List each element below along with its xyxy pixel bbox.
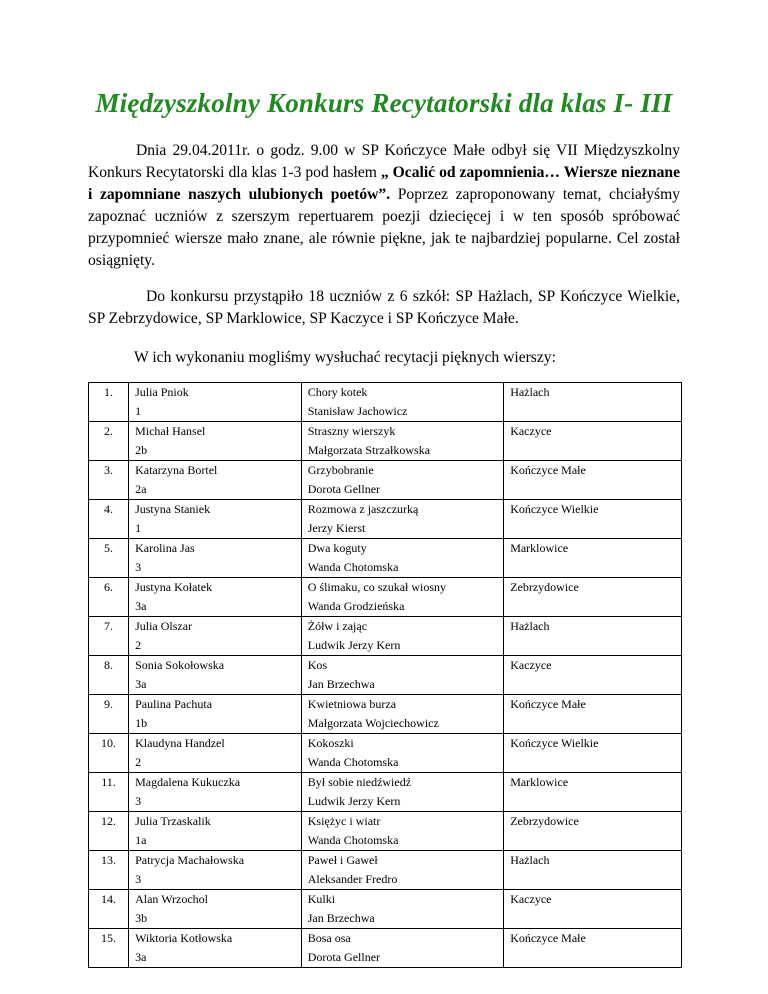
table-row	[89, 578, 682, 617]
row-number: 7.	[89, 617, 129, 656]
student-class: 3a	[135, 950, 147, 964]
table-row	[89, 383, 682, 422]
student-name: Sonia Sokołowska	[135, 658, 225, 672]
poem-title: Bosa osa	[307, 931, 351, 945]
student-class: 3	[135, 872, 142, 886]
poem-author: Małgorzata Strzałkowska	[307, 443, 431, 457]
school-name: Kończyce Małe	[504, 461, 682, 500]
school-name: Kaczyce	[504, 890, 682, 929]
poem-title: Chory kotek	[307, 385, 368, 399]
row-number: 2.	[89, 422, 129, 461]
school-name: Kończyce Małe	[504, 695, 682, 734]
participants-table-body	[89, 383, 682, 968]
student-name: Justyna Kołatek	[135, 580, 213, 594]
poem-author: Jerzy Kierst	[307, 521, 366, 535]
table-row	[89, 656, 682, 695]
table-row	[89, 461, 682, 500]
poem-cell	[301, 461, 503, 500]
student-name: Paulina Pachuta	[135, 697, 213, 711]
poem-author: Wanda Chotomska	[307, 560, 399, 574]
student-name: Katarzyna Bortel	[135, 463, 218, 477]
table-row	[89, 734, 682, 773]
table-row	[89, 500, 682, 539]
row-number: 11.	[89, 773, 129, 812]
table-row	[89, 890, 682, 929]
poem-title: Grzybobranie	[307, 463, 374, 477]
poem-title: Kulki	[307, 892, 336, 906]
student-name: Julia Trzaskalik	[135, 814, 211, 828]
poem-title: Kwietniowa burza	[307, 697, 397, 711]
student-cell	[129, 851, 302, 890]
student-class: 1	[135, 404, 142, 418]
school-name: Marklowice	[504, 539, 682, 578]
poem-title: Straszny wierszyk	[307, 424, 396, 438]
row-number: 9.	[89, 695, 129, 734]
table-row	[89, 617, 682, 656]
school-name: Zebrzydowice	[504, 812, 682, 851]
school-name: Kończyce Małe	[504, 929, 682, 968]
student-class: 3b	[135, 911, 148, 925]
poem-title: Paweł i Gaweł	[307, 853, 378, 867]
poem-cell	[301, 617, 503, 656]
student-cell	[129, 773, 302, 812]
poem-title: Kos	[307, 658, 328, 672]
student-cell	[129, 500, 302, 539]
student-cell	[129, 929, 302, 968]
student-cell	[129, 422, 302, 461]
row-number: 15.	[89, 929, 129, 968]
poem-author: Aleksander Fredro	[307, 872, 398, 886]
poem-cell	[301, 500, 503, 539]
poem-author: Ludwik Jerzy Kern	[307, 638, 401, 652]
school-name: Hażlach	[504, 617, 682, 656]
student-cell	[129, 617, 302, 656]
row-number: 10.	[89, 734, 129, 773]
row-number: 8.	[89, 656, 129, 695]
student-class: 2a	[135, 482, 147, 496]
student-name: Karolina Jas	[135, 541, 195, 555]
row-number: 12.	[89, 812, 129, 851]
school-name: Marklowice	[504, 773, 682, 812]
student-cell	[129, 695, 302, 734]
table-row	[89, 695, 682, 734]
poem-author: Małgorzata Wojciechowicz	[307, 716, 439, 730]
row-number: 3.	[89, 461, 129, 500]
school-name: Hażlach	[504, 383, 682, 422]
page-title: Międzyszkolny Konkurs Recytatorski dla klas I- III	[95, 88, 673, 118]
poem-author: Jan Brzechwa	[307, 911, 375, 925]
poem-title: Był sobie niedźwiedź	[307, 775, 412, 789]
poem-cell	[301, 422, 503, 461]
student-name: Michał Hansel	[135, 424, 206, 438]
student-class: 2	[135, 755, 142, 769]
contest-motto: „ Ocalić od zapomnienia… Wiersze nieznane i zapomniane naszych ulubionych poetów”.	[88, 164, 680, 203]
poem-title: Rozmowa z jaszczurką	[307, 502, 419, 516]
table-row	[89, 422, 682, 461]
intro-paragraph	[88, 140, 680, 272]
poem-cell	[301, 578, 503, 617]
student-class: 2	[135, 638, 142, 652]
school-name: Kaczyce	[504, 656, 682, 695]
school-name: Kończyce Wielkie	[504, 734, 682, 773]
intro-text-start: Dnia 29.04.2011r. o godz. 9.00 w SP Kończyce Małe odbył się VII Międzyszkolny Konkurs Recytatorski dla klas 1-3 pod hasłem	[88, 142, 680, 181]
poem-cell	[301, 539, 503, 578]
student-cell	[129, 461, 302, 500]
row-number: 14.	[89, 890, 129, 929]
recitations-intro: W ich wykonaniu mogliśmy wysłuchać recytacji pięknych wierszy:	[134, 349, 556, 366]
poem-author: Ludwik Jerzy Kern	[307, 794, 401, 808]
student-name: Wiktoria Kotłowska	[135, 931, 233, 945]
table-row	[89, 851, 682, 890]
poem-title: Dwa koguty	[307, 541, 367, 555]
poem-cell	[301, 812, 503, 851]
school-name: Kaczyce	[504, 422, 682, 461]
poem-title: O ślimaku, co szukał wiosny	[307, 580, 447, 594]
poem-cell	[301, 695, 503, 734]
table-row	[89, 929, 682, 968]
student-cell	[129, 383, 302, 422]
student-name: Alan Wrzochol	[135, 892, 209, 906]
student-name: Patrycja Machałowska	[135, 853, 245, 867]
poem-title: Żółw i zając	[307, 619, 368, 633]
table-row	[89, 812, 682, 851]
student-name: Justyna Staniek	[135, 502, 211, 516]
student-class: 3	[135, 794, 142, 808]
student-class: 3a	[135, 599, 147, 613]
student-class: 1a	[135, 833, 147, 847]
poem-author: Jan Brzechwa	[307, 677, 375, 691]
intro-text-end: Poprzez zaproponowany temat, chciałyśmy zapoznać uczniów z szerszym repertuarem poezji dziecięcej i w ten sposób spróbować przypomnieć wiersze mało znane, ale równie piękne, jak te najbardziej popularne. Cel został osiągnięty.	[88, 186, 681, 269]
row-number: 5.	[89, 539, 129, 578]
poem-cell	[301, 734, 503, 773]
student-class: 1b	[135, 716, 148, 730]
student-cell	[129, 578, 302, 617]
row-number: 1.	[89, 383, 129, 422]
poem-cell	[301, 383, 503, 422]
row-number: 4.	[89, 500, 129, 539]
student-cell	[129, 812, 302, 851]
poem-cell	[301, 851, 503, 890]
school-name: Kończyce Wielkie	[504, 500, 682, 539]
student-cell	[129, 890, 302, 929]
row-number: 13.	[89, 851, 129, 890]
table-row	[89, 773, 682, 812]
poem-author: Stanisław Jachowicz	[307, 404, 408, 418]
student-cell	[129, 539, 302, 578]
student-name: Julia Pniok	[135, 385, 189, 399]
poem-author: Wanda Grodzieńska	[307, 599, 405, 613]
poem-cell	[301, 890, 503, 929]
poem-title: Księżyc i wiatr	[307, 814, 381, 828]
poem-title: Kokoszki	[307, 736, 354, 750]
student-class: 1	[135, 521, 142, 535]
table-row	[89, 539, 682, 578]
poem-cell	[301, 773, 503, 812]
school-name: Zebrzydowice	[504, 578, 682, 617]
student-class: 2b	[135, 443, 148, 457]
student-name: Magdalena Kukuczka	[135, 775, 241, 789]
student-class: 3a	[135, 677, 147, 691]
poem-author: Wanda Chotomska	[307, 833, 399, 847]
poem-author: Dorota Gellner	[307, 950, 381, 964]
poem-author: Wanda Chotomska	[307, 755, 399, 769]
student-name: Klaudyna Handzel	[135, 736, 225, 750]
poem-cell	[301, 656, 503, 695]
student-cell	[129, 734, 302, 773]
student-class: 3	[135, 560, 142, 574]
school-name: Hażlach	[504, 851, 682, 890]
student-name: Julia Olszar	[135, 619, 193, 633]
participants-table	[88, 382, 682, 968]
participants-paragraph: Do konkursu przystąpiło 18 uczniów z 6 szkół: SP Hażlach, SP Kończyce Wielkie, SP Zebrzydowice, SP Marklowice, SP Kaczyce i SP Kończyce Małe.	[88, 288, 680, 327]
poem-cell	[301, 929, 503, 968]
poem-author: Dorota Gellner	[307, 482, 381, 496]
student-cell	[129, 656, 302, 695]
row-number: 6.	[89, 578, 129, 617]
